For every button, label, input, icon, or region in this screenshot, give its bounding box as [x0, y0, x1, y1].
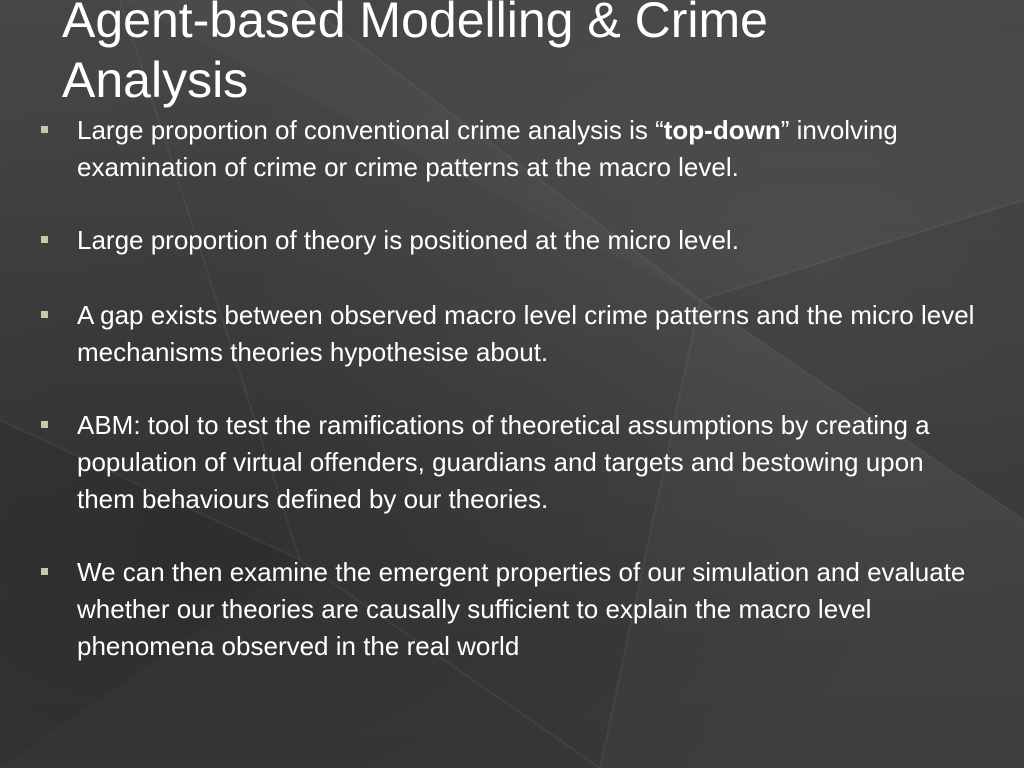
square-bullet-icon	[41, 311, 48, 318]
bullet-text-part: Large proportion of conventional crime analysis is “	[77, 115, 664, 145]
bullet-item	[40, 407, 980, 518]
bullet-item	[40, 222, 980, 259]
square-bullet-icon	[41, 568, 48, 575]
slide-title: Agent-based Modelling & Crime Analysis	[62, 0, 768, 108]
bullet-item	[40, 554, 980, 665]
bullet-list	[40, 112, 980, 701]
bullet-text: A gap exists between observed macro level crime patterns and the micro level mechanisms theories hypothesise about.	[77, 300, 975, 367]
bullet-text: Large proportion of theory is positioned at the micro level.	[77, 225, 739, 255]
bullet-text: ABM: tool to test the ramifications of theoretical assumptions by creating a population of virtual offenders, guardians and targets and bestowing upon them behaviours defined by our theories.	[77, 410, 930, 514]
square-bullet-icon	[41, 126, 48, 133]
bullet-item	[40, 297, 980, 371]
square-bullet-icon	[41, 421, 48, 428]
bullet-item	[40, 112, 980, 186]
bullet-emphasis: top-down	[663, 115, 781, 145]
bullet-text-part: ” involving examination of crime or crime patterns at the macro level.	[77, 115, 898, 182]
square-bullet-icon	[41, 236, 48, 243]
bullet-text: We can then examine the emergent properties of our simulation and evaluate whether our theories are causally sufficient to explain the macro level phenomena observed in the real world	[77, 557, 966, 661]
